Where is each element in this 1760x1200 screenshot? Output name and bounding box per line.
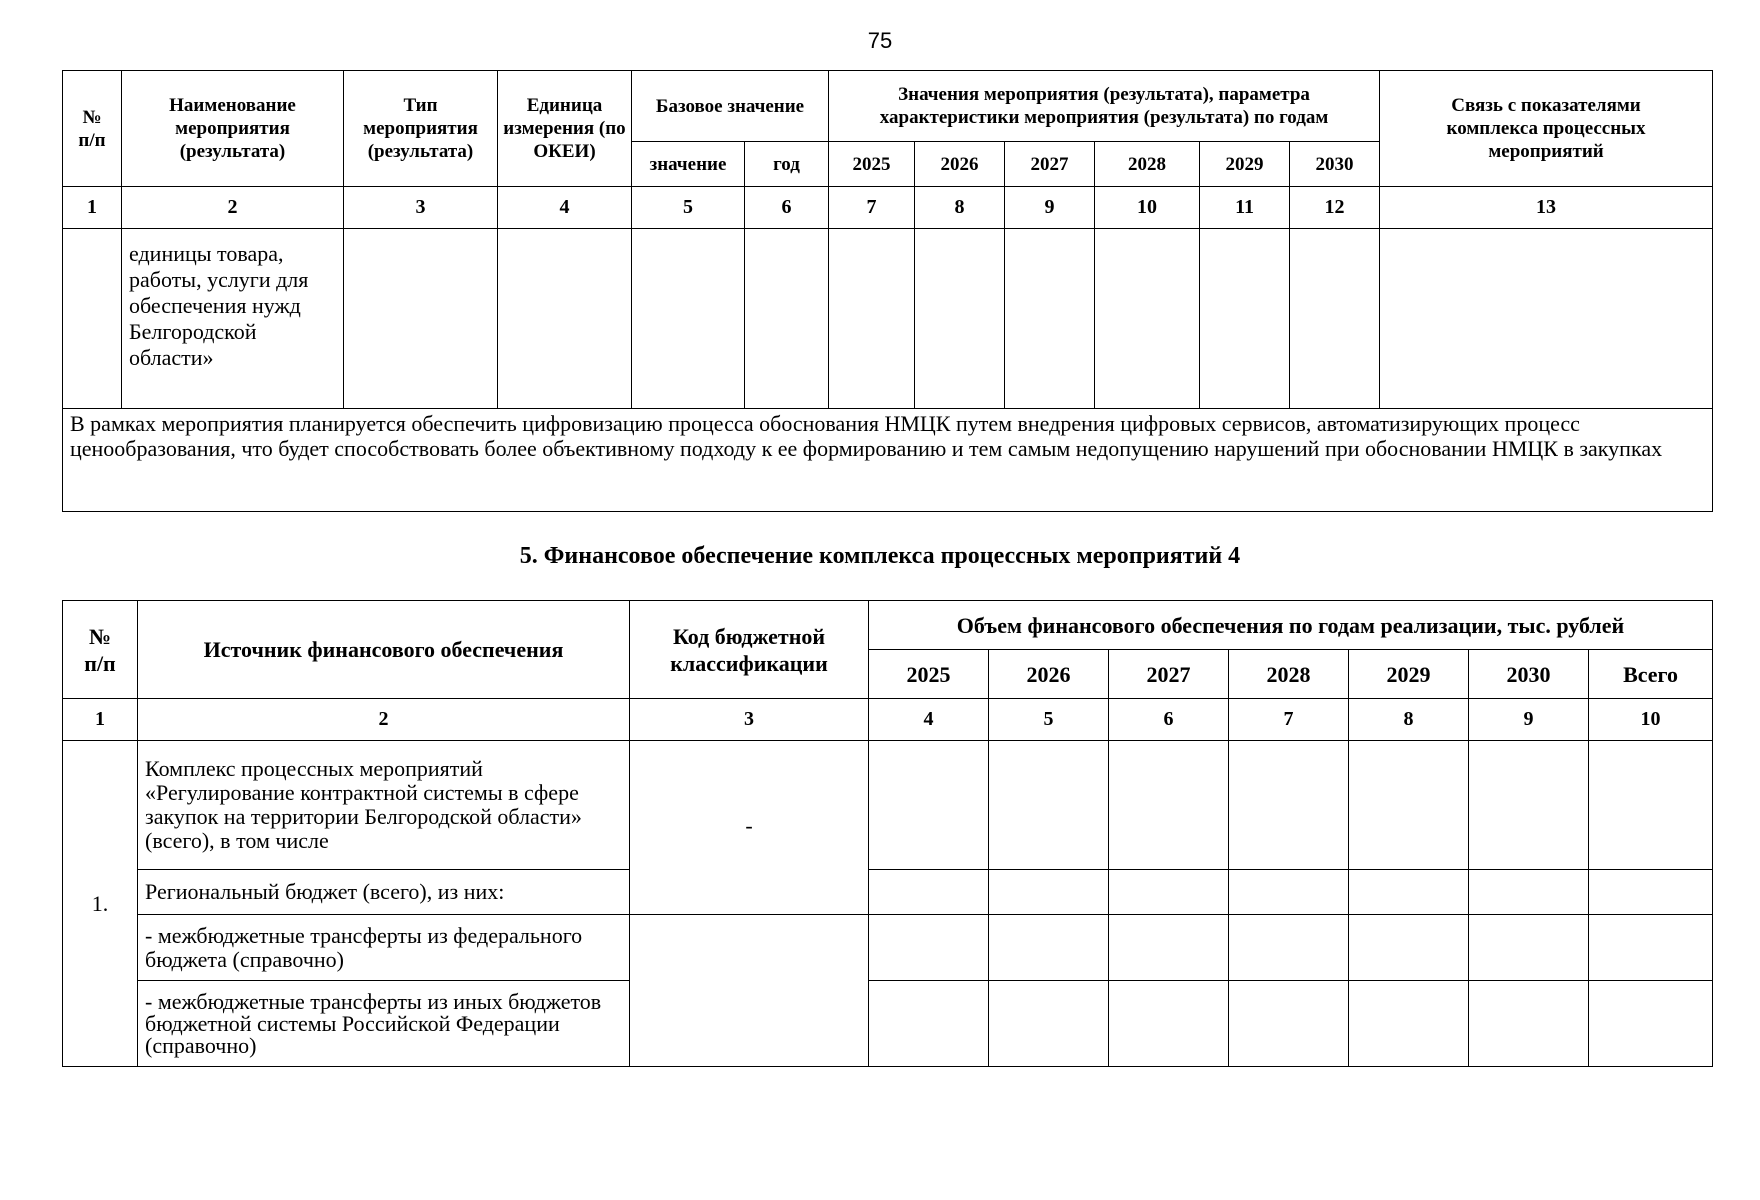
amount-cell xyxy=(1469,915,1589,981)
column-number: 2 xyxy=(122,187,344,229)
section-title: 5. Финансовое обеспечение комплекса процессных мероприятий 4 xyxy=(519,543,1241,569)
header-year: 2030 xyxy=(1469,650,1589,699)
header-base: Базовое значение xyxy=(632,71,829,142)
column-number: 10 xyxy=(1095,187,1200,229)
amount-cell xyxy=(1229,915,1349,981)
row-number: 1. xyxy=(63,741,138,1067)
amount-cell xyxy=(869,981,989,1067)
column-number: 11 xyxy=(1200,187,1290,229)
amount-cell xyxy=(989,915,1109,981)
budget-code: - xyxy=(630,741,869,915)
empty-cell xyxy=(1005,229,1095,409)
amount-cell xyxy=(869,741,989,870)
header-base-year: год xyxy=(745,142,829,187)
amount-cell xyxy=(869,915,989,981)
column-number: 12 xyxy=(1290,187,1380,229)
header-year: 2026 xyxy=(989,650,1109,699)
header-year: 2029 xyxy=(1200,142,1290,187)
header-unit: Единица измерения (по ОКЕИ) xyxy=(498,71,632,187)
empty-cell xyxy=(498,229,632,409)
amount-cell xyxy=(1229,981,1349,1067)
source-row-other-transfers: - межбюджетные трансферты из иных бюджетов бюджетной системы Российской Федерации (справочно) xyxy=(138,981,630,1067)
amount-cell xyxy=(1349,741,1469,870)
header-year: 2028 xyxy=(1095,142,1200,187)
source-row-federal-transfers: - межбюджетные трансферты из федерального бюджета (справочно) xyxy=(138,915,630,981)
amount-cell xyxy=(1469,870,1589,915)
source-row-regional: Региональный бюджет (всего), из них: xyxy=(138,870,630,915)
header-year: 2027 xyxy=(1109,650,1229,699)
amount-cell xyxy=(1469,741,1589,870)
financing-table xyxy=(62,600,1713,1067)
empty-cell xyxy=(915,229,1005,409)
empty-cell xyxy=(1380,229,1713,409)
code-cell xyxy=(630,915,869,1067)
amount-cell xyxy=(989,981,1109,1067)
header-num: № п/п xyxy=(63,601,138,699)
column-number: 5 xyxy=(989,699,1109,741)
header-year: 2028 xyxy=(1229,650,1349,699)
column-number: 4 xyxy=(869,699,989,741)
column-number: 6 xyxy=(745,187,829,229)
header-name: Наименование мероприятия (результата) xyxy=(122,71,344,187)
header-num: № п/п xyxy=(63,71,122,187)
column-number: 6 xyxy=(1109,699,1229,741)
row-number-cell xyxy=(63,229,122,409)
header-year: 2029 xyxy=(1349,650,1469,699)
column-number: 10 xyxy=(1589,699,1713,741)
header-year: 2030 xyxy=(1290,142,1380,187)
column-number: 9 xyxy=(1005,187,1095,229)
page-number: 75 xyxy=(867,28,893,53)
header-link: Связь с показателями комплекса процессных мероприятий xyxy=(1380,71,1713,187)
amount-cell xyxy=(1469,981,1589,1067)
amount-cell xyxy=(1589,981,1713,1067)
activity-description: В рамках мероприятия планируется обеспечить цифровизацию процесса обоснования НМЦК путем внедрения цифровых сервисов, автоматизирующих процесс ценообразования, что будет способствовать более объективному подходу к ее формированию и тем самым недопущению нарушений при обосновании НМЦК в закупках xyxy=(63,409,1713,512)
header-year: 2025 xyxy=(829,142,915,187)
amount-cell xyxy=(869,870,989,915)
amount-cell xyxy=(1229,870,1349,915)
column-number: 1 xyxy=(63,187,122,229)
amount-cell xyxy=(989,870,1109,915)
empty-cell xyxy=(1290,229,1380,409)
column-number: 3 xyxy=(344,187,498,229)
header-values: Значения мероприятия (результата), параметра характеристики мероприятия (результата) по годам xyxy=(829,71,1380,142)
column-number: 8 xyxy=(1349,699,1469,741)
header-source: Источник финансового обеспечения xyxy=(138,601,630,699)
amount-cell xyxy=(1349,915,1469,981)
amount-cell xyxy=(1109,741,1229,870)
header-type: Тип мероприятия (результата) xyxy=(344,71,498,187)
empty-cell xyxy=(1200,229,1290,409)
activity-table xyxy=(62,70,1713,512)
amount-cell xyxy=(1589,870,1713,915)
header-base-value: значение xyxy=(632,142,745,187)
empty-cell xyxy=(829,229,915,409)
column-number: 8 xyxy=(915,187,1005,229)
column-number: 1 xyxy=(63,699,138,741)
column-number: 4 xyxy=(498,187,632,229)
header-total: Всего xyxy=(1589,650,1713,699)
column-number: 7 xyxy=(1229,699,1349,741)
amount-cell xyxy=(1229,741,1349,870)
amount-cell xyxy=(1109,870,1229,915)
activity-name-cell: единицы товара, работы, услуги для обеспечения нужд Белгородской области» xyxy=(122,229,344,409)
amount-cell xyxy=(1109,981,1229,1067)
amount-cell xyxy=(1589,741,1713,870)
amount-cell xyxy=(1349,981,1469,1067)
amount-cell xyxy=(989,741,1109,870)
header-year: 2026 xyxy=(915,142,1005,187)
column-number: 13 xyxy=(1380,187,1713,229)
amount-cell xyxy=(1109,915,1229,981)
empty-cell xyxy=(1095,229,1200,409)
source-row-total: Комплекс процессных мероприятий «Регулирование контрактной системы в сфере закупок на территории Белгородской области» (всего), в том числе xyxy=(138,741,630,870)
header-code: Код бюджетной классификации xyxy=(630,601,869,699)
column-number: 9 xyxy=(1469,699,1589,741)
header-year: 2027 xyxy=(1005,142,1095,187)
empty-cell xyxy=(344,229,498,409)
empty-cell xyxy=(745,229,829,409)
empty-cell xyxy=(632,229,745,409)
column-number: 7 xyxy=(829,187,915,229)
column-number: 5 xyxy=(632,187,745,229)
amount-cell xyxy=(1589,915,1713,981)
column-number: 3 xyxy=(630,699,869,741)
column-number: 2 xyxy=(138,699,630,741)
header-year: 2025 xyxy=(869,650,989,699)
header-volume: Объем финансового обеспечения по годам реализации, тыс. рублей xyxy=(869,601,1713,650)
amount-cell xyxy=(1349,870,1469,915)
